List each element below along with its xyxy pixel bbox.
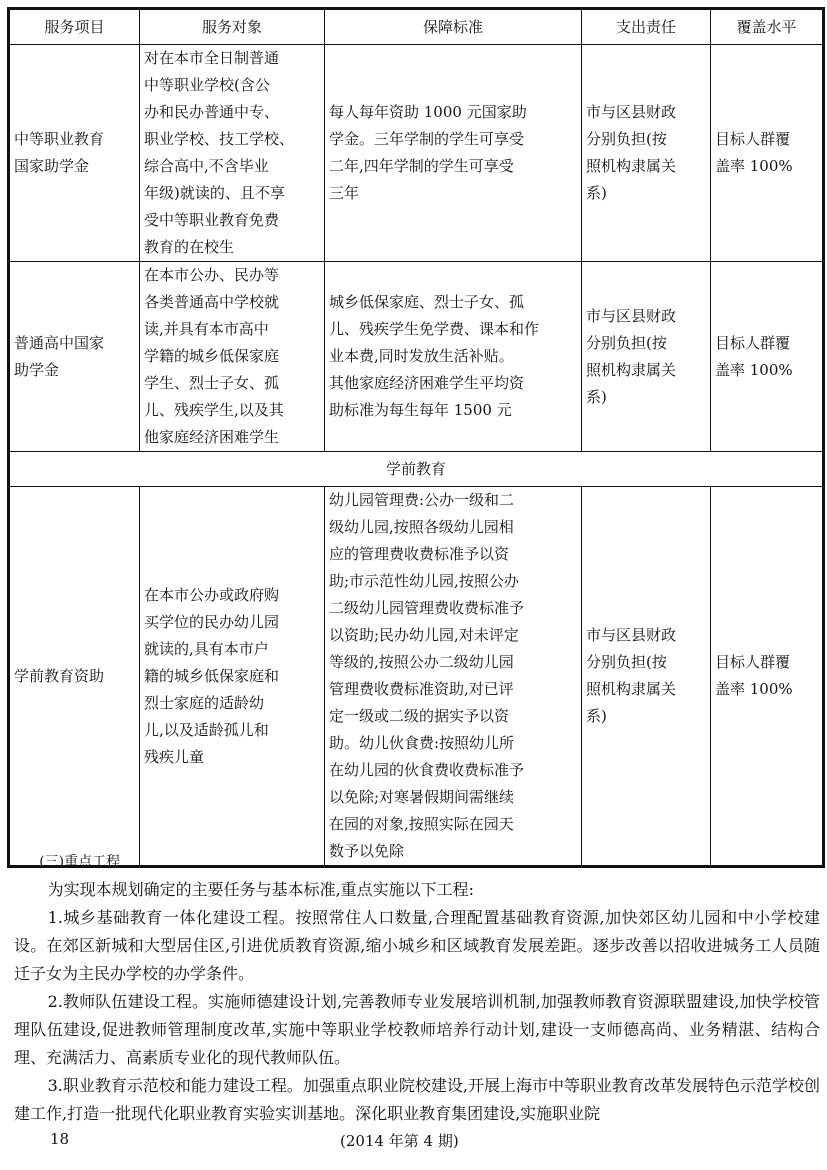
cell-coverage: 目标人群覆 盖率 100% bbox=[711, 262, 824, 452]
paragraph: 1.城乡基础教育一体化建设工程。按照常住人口数量,合理配置基础教育资源,加快郊区幼儿园和中小学校建设。在郊区新城和大型居住区,引进优质教育资源,缩小城乡和区域教育发展差距。逐步改善以招收进城务工人员随迁子女为主民办学校的办学条件。 bbox=[14, 908, 820, 983]
section-title: 学前教育 bbox=[9, 452, 824, 487]
cell-item: 普通高中国家 助学金 bbox=[9, 262, 140, 452]
cell-standard: 每人每年资助 1000 元国家助 学金。三年学制的学生可享受 二年,四年学制的学生可享受 三年 bbox=[325, 45, 582, 262]
paragraph: 3.职业教育示范校和能力建设工程。加强重点职业院校建设,开展上海市中等职业教育改革发展特色示范学校创建工作,打造一批现代化职业教育实验实训基地。深化职业教育集团建设,实施职业院 bbox=[14, 1076, 820, 1123]
section-row bbox=[9, 452, 824, 487]
table-header-row bbox=[9, 9, 824, 45]
issue-label: (2014 年第 4 期) bbox=[340, 1132, 459, 1150]
cell-target: 在本市公办、民办等 各类普通高中学校就 读,并具有本市高中 学籍的城乡低保家庭 学生、烈士子女、孤 儿、残疾学生,以及其 他家庭经济困难学生 bbox=[140, 262, 325, 452]
section-heading: (三)重点工程 bbox=[39, 854, 121, 870]
header-service-target: 服务对象 bbox=[140, 9, 325, 45]
cell-target: 对在本市全日制普通 中等职业学校(含公 办和民办普通中专、 职业学校、技工学校、 综合高中,不含毕业 年级)就读的、且不享 受中等职业教育免费 教育的在校生 bbox=[140, 45, 325, 262]
table-row bbox=[9, 487, 824, 867]
body-text bbox=[14, 848, 820, 1128]
cell-coverage: 目标人群覆 盖率 100% bbox=[711, 45, 824, 262]
cell-responsibility: 市与区县财政 分别负担(按 照机构隶属关 系) bbox=[582, 262, 711, 452]
header-coverage: 覆盖水平 bbox=[711, 9, 824, 45]
cell-standard: 幼儿园管理费:公办一级和二 级幼儿园,按照各级幼儿园相 应的管理费收费标准予以资 助;市示范性幼儿园,按照公办 二级幼儿园管理费收费标准予 以资助;民办幼儿园,对未评定 等级的,按照公办二级幼儿园 管理费收费标准资助,对已评 定一级或二级的据实予以资 助。幼儿伙食费:按照幼儿所 在幼儿园的伙食费收费标准予 以免除;对寒暑假期间需继续 在园的对象,按照实际在园天 数予以免除 bbox=[325, 487, 582, 867]
cell-standard: 城乡低保家庭、烈士子女、孤 儿、残疾学生免学费、课本和作 业本费,同时发放生活补贴。 其他家庭经济困难学生平均资 助标准为每生每年 1500 元 bbox=[325, 262, 582, 452]
cell-item: 中等职业教育 国家助学金 bbox=[9, 45, 140, 262]
cell-responsibility: 市与区县财政 分别负担(按 照机构隶属关 系) bbox=[582, 45, 711, 262]
header-responsibility: 支出责任 bbox=[582, 9, 711, 45]
cell-item: 学前教育资助 bbox=[9, 487, 140, 867]
services-table bbox=[7, 7, 825, 868]
header-standard: 保障标准 bbox=[325, 9, 582, 45]
cell-target: 在本市公办或政府购 买学位的民办幼儿园 就读的,具有本市户 籍的城乡低保家庭和 烈士家庭的适龄幼 儿,以及适龄孤儿和 残疾儿童 bbox=[140, 487, 325, 867]
paragraph: 2.教师队伍建设工程。实施师德建设计划,完善教师专业发展培训机制,加强教师教育资源联盟建设,加快学校管理队伍建设,促进教师管理制度改革,实施中等职业学校教师培养行动计划,建设一支师德高尚、业务精湛、结构合理、充满活力、高素质专业化的现代教师队伍。 bbox=[14, 992, 820, 1067]
paragraph: 为实现本规划确定的主要任务与基本标准,重点实施以下工程: bbox=[47, 880, 475, 899]
table-row bbox=[9, 262, 824, 452]
page-number: 18 bbox=[50, 1130, 70, 1148]
cell-responsibility: 市与区县财政 分别负担(按 照机构隶属关 系) bbox=[582, 487, 711, 867]
header-service-item: 服务项目 bbox=[9, 9, 140, 45]
table-row bbox=[9, 45, 824, 262]
cell-coverage: 目标人群覆 盖率 100% bbox=[711, 487, 824, 867]
